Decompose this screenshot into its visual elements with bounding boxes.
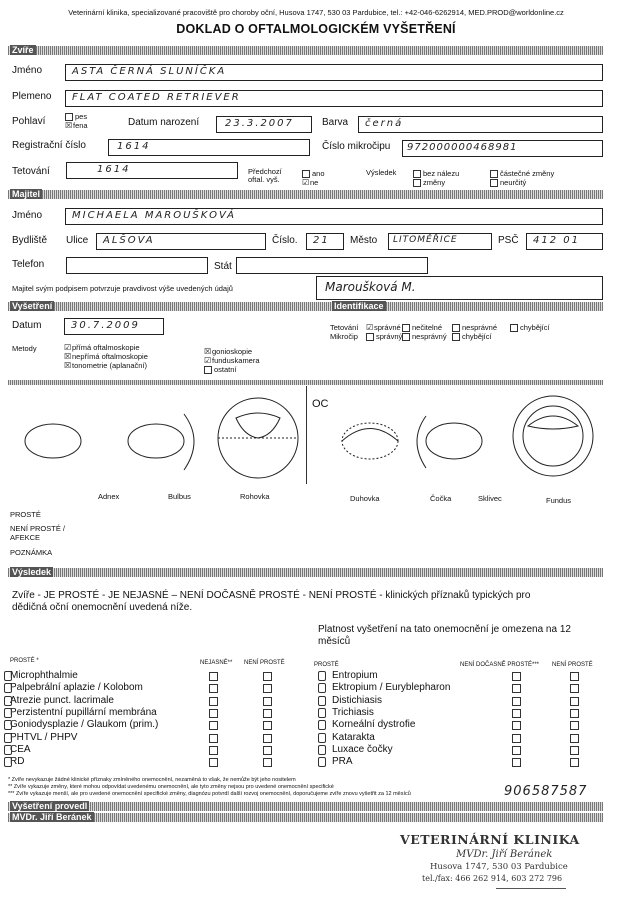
col-neni: NENÍ PROSTÉ xyxy=(244,660,285,666)
section-bar-majitel: Majitel xyxy=(8,190,603,199)
right-disease-item: Entropium xyxy=(332,670,378,681)
stamp-line4: tel./fax: 466 262 914, 603 272 796 xyxy=(422,874,563,883)
psc-label: PSČ xyxy=(498,235,519,246)
diagram-top-bar xyxy=(8,380,603,385)
mesto-field[interactable]: LITOMĚŘICE xyxy=(388,233,492,250)
datum-label: Datum xyxy=(12,320,42,331)
stamp-line2: MVDr. Jiří Beránek xyxy=(456,849,553,860)
pohlavi-label: Pohlaví xyxy=(12,116,46,127)
left-proste-checkbox[interactable] xyxy=(4,671,12,681)
left-result-checkbox[interactable] xyxy=(209,734,218,743)
left-result-checkbox[interactable] xyxy=(263,746,272,755)
identifikace-label: Identifikace xyxy=(334,301,384,311)
podpis-text: Majitel svým podpisem potvrzuje pravdivost výše uvedených údajů xyxy=(12,284,233,293)
left-result-checkbox[interactable] xyxy=(209,697,218,706)
reg-label: Registrační číslo xyxy=(12,140,86,151)
col-nejasne: NEJASNÉ** xyxy=(200,660,233,666)
metoda-prima[interactable]: ☑přímá oftalmoskopie xyxy=(64,343,140,353)
section-bar-vysetreni: Vyšetření xyxy=(8,302,603,311)
left-result-checkbox[interactable] xyxy=(263,734,272,743)
right-lens-arc xyxy=(417,416,426,468)
mesto-label: Město xyxy=(350,235,378,246)
left-disease-item: PHTVL / PHPV xyxy=(10,731,78,743)
left-result-checkbox[interactable] xyxy=(263,709,272,718)
stamp-line1: VETERINÁRNÍ KLINIKA xyxy=(400,832,580,847)
right-disease-item: Korneální dystrofie xyxy=(332,719,416,731)
right-proste-checkbox[interactable] xyxy=(318,683,326,693)
right-disease-item: Trichiasis xyxy=(332,706,374,718)
ident-tetovani-label: Tetování xyxy=(330,323,359,332)
handwritten-number: 906587587 xyxy=(504,784,588,799)
metoda-gonioskopie[interactable]: ☒gonioskopie xyxy=(204,347,253,357)
platnost-text: Platnost vyšetření na tato onemocnění je omezena na 12 měsíců xyxy=(318,624,571,647)
stamp-line3: Husova 1747, 530 03 Pardubice xyxy=(430,862,568,872)
left-proste-checkbox[interactable] xyxy=(4,757,12,767)
right-proste-checkbox[interactable] xyxy=(318,733,326,743)
right-disease-item: PRA xyxy=(332,756,353,768)
left-disease-item: RD xyxy=(10,756,25,768)
label-neni-proste: NENÍ PROSTÉ / AFEKCE xyxy=(10,524,66,542)
eye-diagram xyxy=(8,386,608,486)
section-bar-vysledek: Výsledek xyxy=(8,568,603,577)
podpis-field[interactable]: Maroušková M. xyxy=(316,276,603,300)
left-result-checkbox[interactable] xyxy=(263,697,272,706)
zmeny-option[interactable]: změny xyxy=(413,178,445,187)
datum-field[interactable]: 30.7.2009 xyxy=(64,318,164,335)
reg-field[interactable]: 1614 xyxy=(108,139,310,156)
right-proste-checkbox[interactable] xyxy=(318,757,326,767)
right-result-checkbox[interactable] xyxy=(570,758,579,767)
right-result-checkbox[interactable] xyxy=(512,709,521,718)
right-disease-item: Distichiasis xyxy=(332,694,383,706)
left-result-checkbox[interactable] xyxy=(209,684,218,693)
clinic-header-line: Veterinární klinika, specializované pracoviště pro choroby oční, Husova 1747, 530 03 Pardubice, tel.: +42-046-6262914, MED.PROD@worldonline.cz xyxy=(68,8,564,17)
ident-tet-chybejici[interactable]: chybějící xyxy=(510,323,550,332)
left-result-checkbox[interactable] xyxy=(209,721,218,730)
metody-label: Metody xyxy=(12,344,37,353)
left-result-checkbox[interactable] xyxy=(263,684,272,693)
right-disease-item: Ektropium / Euryblepharon xyxy=(332,682,451,694)
bez-nalezu-option[interactable]: bez nálezu xyxy=(413,169,459,178)
majitel-jmeno-field[interactable]: MICHAELA MAROUŠKOVÁ xyxy=(65,208,603,225)
right-proste-checkbox[interactable] xyxy=(318,671,326,681)
ident-mik-spravny[interactable]: správný xyxy=(366,332,402,341)
tetovani-field[interactable]: 1614 xyxy=(66,162,238,179)
left-disease-item: Palpebrální aplazie / Kolobom xyxy=(10,682,143,694)
right-result-checkbox[interactable] xyxy=(512,697,521,706)
vysledek-line1: Zvíře - JE PROSTÉ - JE NEJASNÉ – NENÍ DOČASNĚ PROSTÉ - NENÍ PROSTÉ - klinických příznaků typických pro xyxy=(12,590,531,601)
note-3: *** Zvíře vykazuje menší, ale pro uvedené onemocnění specifické změny, diagnózu potvrdí další rozvoj onemocnění, doporučujeme zvíře znovu vyšetřit za 12 měsíců xyxy=(8,791,411,797)
datum-narozeni-field[interactable]: 23.3.2007 xyxy=(216,116,312,133)
ident-tet-nespravne[interactable]: nesprávné xyxy=(452,323,497,332)
left-bulbus-arc xyxy=(184,414,194,470)
right-result-checkbox[interactable] xyxy=(512,734,521,743)
diagram-oc-label: OC xyxy=(312,398,329,410)
right-proste-checkbox[interactable] xyxy=(318,720,326,730)
label-bulbus: Bulbus xyxy=(168,492,191,501)
col-proste: PROSTÉ * xyxy=(10,658,39,664)
mikrocip-field[interactable]: 972000000468981 xyxy=(402,140,603,157)
left-disease-item: Microphthalmie xyxy=(10,670,78,681)
cislo-field[interactable]: 21 xyxy=(306,233,344,250)
metoda-ostatni[interactable]: ostatní xyxy=(204,365,237,374)
telefon-label: Telefon xyxy=(12,259,45,270)
provedl-name-bar: MVDr. Jiří Beránek xyxy=(8,813,603,822)
right-disease-item: Katarakta xyxy=(332,731,375,743)
right-proste-checkbox[interactable] xyxy=(318,708,326,718)
majitel-jmeno-label: Jméno xyxy=(12,210,43,221)
vysledek-label: Výsledek xyxy=(366,168,397,177)
left-proste-checkbox[interactable] xyxy=(4,733,12,743)
left-proste-checkbox[interactable] xyxy=(4,683,12,693)
left-proste-checkbox[interactable] xyxy=(4,720,12,730)
right-result-checkbox[interactable] xyxy=(570,746,579,755)
jmeno-field[interactable]: ASTA ČERNÁ SLUNÍČKA xyxy=(65,64,603,81)
metoda-tonometrie[interactable]: ☒tonometrie (aplanační) xyxy=(64,361,148,371)
right-result-checkbox[interactable] xyxy=(512,684,521,693)
metoda-neprima[interactable]: ☒nepřímá oftalmoskopie xyxy=(64,352,148,362)
ident-tet-necitelne[interactable]: nečitelné xyxy=(402,323,442,332)
right-result-checkbox[interactable] xyxy=(570,697,579,706)
right-fundus xyxy=(513,396,593,476)
label-duhovka: Duhovka xyxy=(350,494,380,503)
right-result-checkbox[interactable] xyxy=(512,758,521,767)
right-result-checkbox[interactable] xyxy=(570,721,579,730)
left-result-checkbox[interactable] xyxy=(209,758,218,767)
predchozi-ne[interactable]: ☑ne xyxy=(302,178,319,188)
telefon-field[interactable] xyxy=(66,257,208,274)
datum-narozeni-label: Datum narození xyxy=(128,117,200,128)
left-disease-item: Goniodysplazie / Glaukom (prim.) xyxy=(10,719,159,731)
plemeno-label: Plemeno xyxy=(12,91,52,102)
col-proste2: PROSTÉ xyxy=(314,662,339,668)
note-1: * Zvíře nevykazuje žádné klinické příznaky zmíněného onemocnění, nezaměná to však, že nemůže být jeho nositelem xyxy=(8,777,296,783)
predchozi-ano[interactable]: ano xyxy=(302,169,325,178)
left-result-checkbox[interactable] xyxy=(263,758,272,767)
left-cornea-shape xyxy=(236,413,280,438)
barva-field[interactable]: černá xyxy=(358,116,603,133)
ident-tet-spravne[interactable]: ☑správné xyxy=(366,323,401,333)
castecne-zmeny-option[interactable]: částečné změny xyxy=(490,169,554,178)
jmeno-label: Jméno xyxy=(12,65,43,76)
col-neni2: NENÍ PROSTÉ xyxy=(552,662,593,668)
left-result-checkbox[interactable] xyxy=(209,672,218,681)
right-proste-checkbox[interactable] xyxy=(318,696,326,706)
document-title: DOKLAD O OFTALMOLOGICKÉM VYŠETŘENÍ xyxy=(176,22,456,36)
cislo-label: Číslo. xyxy=(272,235,298,246)
left-disease-item: CEA xyxy=(10,743,31,755)
right-disease-item: Luxace čočky xyxy=(332,743,393,755)
ident-mik-nespravny[interactable]: nesprávný xyxy=(402,332,447,341)
right-result-checkbox[interactable] xyxy=(512,672,521,681)
ident-mik-chybejici[interactable]: chybějící xyxy=(452,332,492,341)
metoda-funduskamera[interactable]: ☑funduskamera xyxy=(204,356,260,366)
left-bulbus-eye xyxy=(128,424,184,458)
right-result-checkbox[interactable] xyxy=(570,709,579,718)
ulice-field[interactable]: ALŠOVA xyxy=(96,233,266,250)
right-proste-checkbox[interactable] xyxy=(318,745,326,755)
right-result-checkbox[interactable] xyxy=(570,684,579,693)
stamp-underline xyxy=(496,888,566,889)
label-adnex: Adnex xyxy=(98,492,120,501)
label-fundus: Fundus xyxy=(546,496,572,505)
left-proste-checkbox[interactable] xyxy=(4,708,12,718)
label-proste: PROSTÉ xyxy=(10,510,41,519)
section-bar-zvire: Zvíře xyxy=(8,46,603,55)
right-result-checkbox[interactable] xyxy=(570,672,579,681)
stat-field[interactable] xyxy=(236,257,428,274)
right-result-checkbox[interactable] xyxy=(570,734,579,743)
left-result-checkbox[interactable] xyxy=(263,672,272,681)
stat-label: Stát xyxy=(214,261,232,272)
right-result-checkbox[interactable] xyxy=(512,746,521,755)
left-result-checkbox[interactable] xyxy=(209,746,218,755)
mikrocip-label: Číslo mikročipu xyxy=(322,141,391,152)
fena-option[interactable]: ☒fena xyxy=(65,121,88,131)
plemeno-field[interactable]: FLAT COATED RETRIEVER xyxy=(65,90,603,107)
right-lens-eye xyxy=(426,423,482,459)
note-2: ** Zvíře vykazuje změny, které mohou odpovídat uvedenému onemocnění, ale tyto změny nejsou pro uvedené onemocnění specifické xyxy=(8,784,334,790)
vysledek-line2: dědičná oční onemocnění uvedená níže. xyxy=(12,602,193,613)
tetovani-label: Tetování xyxy=(12,166,50,177)
section-bar-provedl: Vyšetření provedl xyxy=(8,802,603,811)
left-proste-checkbox[interactable] xyxy=(4,696,12,706)
col-docasne: NENÍ DOČASNĚ PROSTÉ*** xyxy=(460,662,540,668)
bydliste-label: Bydliště xyxy=(12,235,48,246)
label-sklivec: Sklivec xyxy=(478,494,502,503)
ulice-label: Ulice xyxy=(66,235,89,246)
left-disease-item: Perzistentní pupillární membrána xyxy=(10,706,157,718)
barva-label: Barva xyxy=(322,117,349,128)
left-result-checkbox[interactable] xyxy=(263,721,272,730)
left-adnex-eye xyxy=(25,424,81,458)
left-proste-checkbox[interactable] xyxy=(4,745,12,755)
pes-option[interactable]: pes xyxy=(65,112,87,121)
label-cocka: Čočka xyxy=(430,494,452,503)
neurcity-option[interactable]: neurčitý xyxy=(490,178,526,187)
left-disease-item: Atrezie punct. lacrimale xyxy=(10,694,114,706)
predchozi-label: Předchozí oftal. vyš. xyxy=(248,167,282,184)
ident-mikrocip-label: Mikročip xyxy=(330,332,358,341)
left-result-checkbox[interactable] xyxy=(209,709,218,718)
label-poznamka: POZNÁMKA xyxy=(10,548,53,557)
psc-field[interactable]: 412 01 xyxy=(526,233,603,250)
label-rohovka: Rohovka xyxy=(240,492,270,501)
right-result-checkbox[interactable] xyxy=(512,721,521,730)
